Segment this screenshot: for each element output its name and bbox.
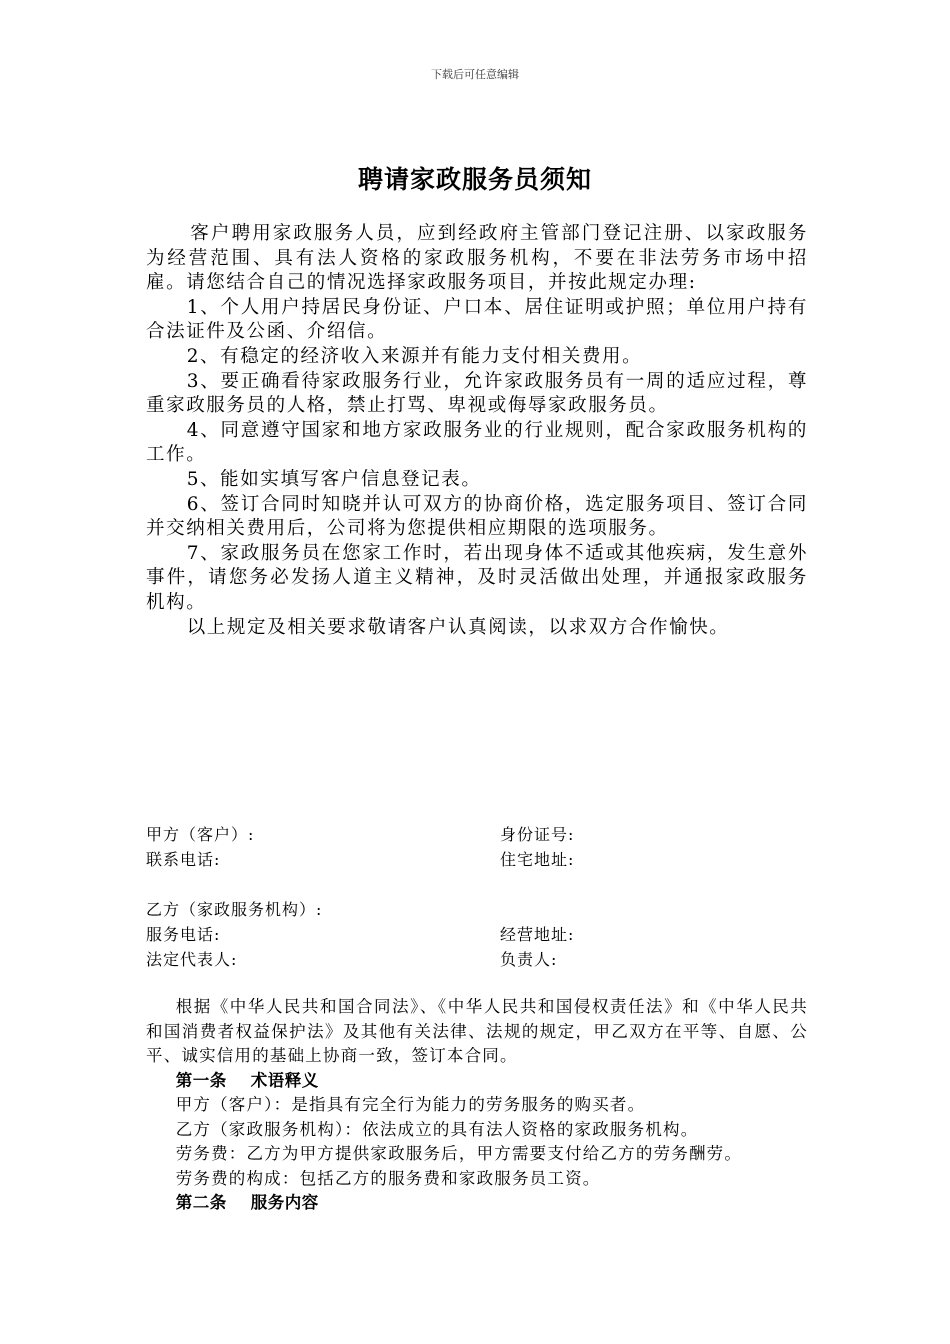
notice-closing: 以上规定及相关要求敬请客户认真阅读，以求双方合作愉快。 [186,616,730,638]
id-number-label: 身份证号: [500,825,575,844]
notice-item: 3、要正确看待家政服务行业，允许家政服务员有一周的适应过程，尊重家政服务员的人格，禁止打骂、卑视或侮辱家政服务员。 [146,370,808,417]
article-title: 服务内容 [250,1193,319,1212]
article-number: 第二条 [175,1193,227,1212]
definition-item: 甲方（客户）：是指具有完全行为能力的劳务服务的购买者。 [175,1095,646,1114]
definition-item: 劳务费：乙方为甲方提供家政服务后，甲方需要支付给乙方的劳务酬劳。 [175,1144,743,1163]
business-address-label: 经营地址: [500,925,575,944]
party-b-label: 乙方（家政服务机构）: [146,900,323,919]
document-title: 聘请家政服务员须知 [357,165,592,194]
contract-preamble: 根据《中华人民共和国合同法》、《中华人民共和国侵权责任法》和《中华人民共和国消费者权益保护法》及其他有关法律、法规的规定，甲乙双方在平等、自愿、公平、诚实信用的基础上协商一致，签订本合同。 [146,997,808,1065]
notice-item: 4、同意遵守国家和地方家政服务业的行业规则，配合家政服务机构的工作。 [146,419,808,466]
service-phone-label: 服务电话: [146,925,221,944]
article-number: 第一条 [175,1070,227,1090]
home-address-label: 住宅地址: [500,850,575,869]
definition-item: 乙方（家政服务机构）：依法成立的具有法人资格的家政服务机构。 [175,1119,699,1139]
notice-item: 2、有稳定的经济收入来源并有能力支付相关费用。 [186,345,643,367]
party-a-label: 甲方（客户）: [146,825,255,844]
article-heading [146,1191,808,1216]
definition-item: 劳务费的构成：包括乙方的服务费和家政服务员工资。 [175,1168,601,1188]
notice-item: 5、能如实填写客户信息登记表。 [186,468,482,490]
contract-section [146,995,808,1216]
notice-item: 7、家政服务员在您家工作时，若出现身体不适或其他疾病，发生意外事件，请您务必发扬人道主义精神，及时灵活做出处理，并通报家政服务机构。 [146,542,808,613]
legal-rep-label: 法定代表人: [146,950,238,969]
notice-item: 1、个人用户持居民身份证、户口本、居住证明或护照；单位用户持有合法证件及公函、介绍信。 [146,296,808,343]
notice-item: 6、签订合同时知晓并认可双方的协商价格，选定服务项目、签订合同并交纳相关费用后，公司将为您提供相应期限的选项服务。 [146,493,808,540]
party-fields [146,822,806,972]
notice-intro: 客户聘用家政服务人员，应到经政府主管部门登记注册、以家政服务为经营范围、具有法人资格的家政服务机构，不要在非法劳务市场中招雇。请您结合自己的情况选择家政服务项目，并按此规定办理: [146,223,808,294]
article-title: 术语释义 [250,1070,319,1090]
page-header-note: 下载后可任意编辑 [431,68,519,81]
phone-label: 联系电话: [146,850,221,869]
article-heading [146,1069,808,1094]
notice-section [146,222,808,640]
person-in-charge-label: 负责人: [500,950,558,969]
